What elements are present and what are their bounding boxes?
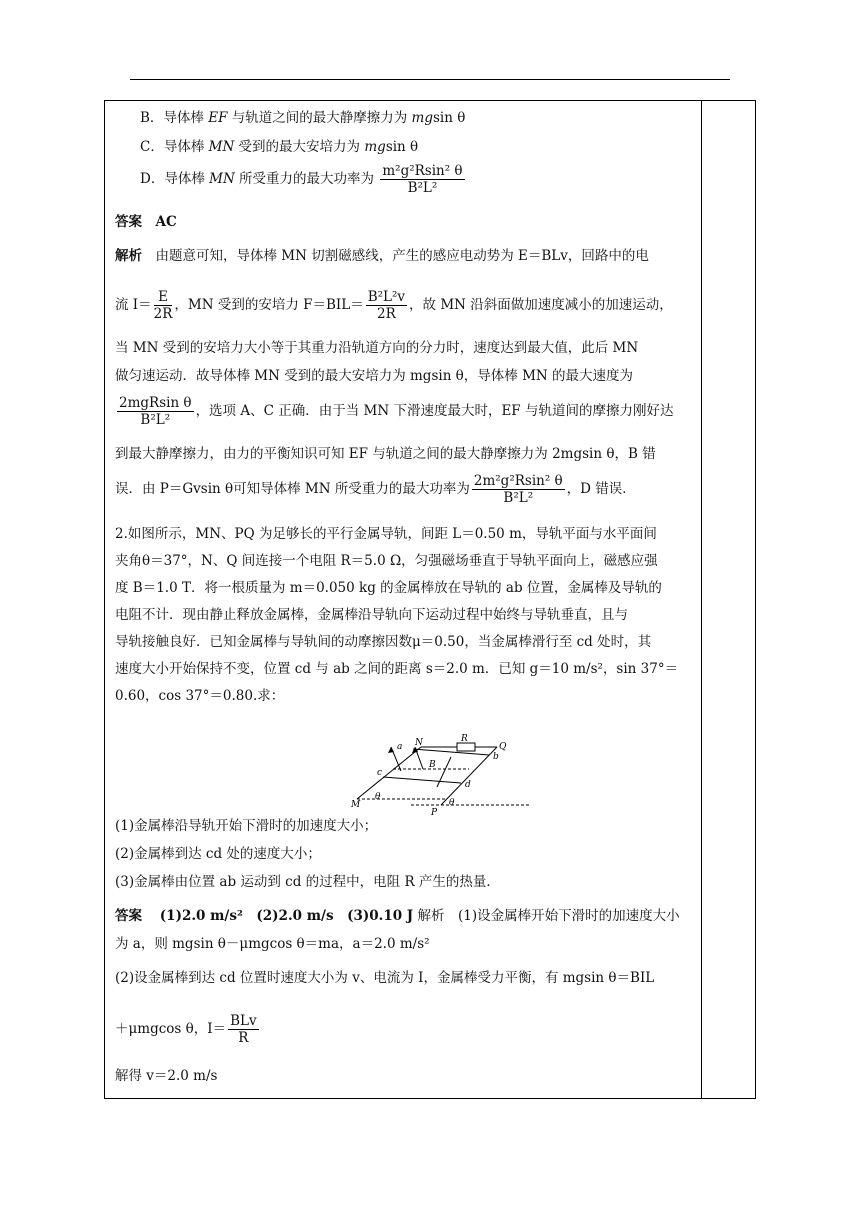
option-b: B．导体棒 EF 与轨道之间的最大静摩擦力为 mgsin θ	[140, 110, 466, 126]
header-rule	[130, 79, 730, 80]
label-a: a	[397, 742, 403, 752]
rail-diagram	[351, 734, 601, 818]
option-c: C．导体棒 MN 受到的最大安培力为 mgsin θ	[140, 139, 419, 155]
label-theta-2: θ	[449, 798, 455, 808]
label-b: b	[493, 752, 499, 762]
answer-1: 答案 AC	[115, 214, 177, 230]
explanation-1-line-1: 解析 由题意可知，导体棒 MN 切割磁感线，产生的感应电动势为 E＝BLv，回路中的电	[115, 248, 649, 264]
sub-question-1: (1)金属棒沿导轨开始下滑时的加速度大小；	[115, 818, 378, 834]
content-table	[104, 100, 756, 1099]
sub-question-3: (3)金属棒由位置 ab 运动到 cd 的过程中，电阻 R 产生的热量．	[115, 874, 500, 890]
resistor-r	[457, 743, 475, 751]
explanation-1-line-3: 当 MN 受到的安培力大小等于其重力沿轨道方向的分力时，速度达到最大值，此后 MN	[115, 340, 639, 356]
question-2-line-3: 度 B＝1.0 T．将一根质量为 m＝0.050 kg 的金属棒放在导轨的 ab 位置，金属棒及导轨的	[115, 580, 662, 596]
label-p: P	[431, 808, 438, 818]
label-theta-1: θ	[375, 792, 381, 802]
label-c: c	[377, 768, 383, 778]
explanation-1-line-5: $\frac{\text{2mgRsin θ}}{\text{B²L²}}$ ，选项 A、C 正确．由于当 MN 下滑速度最大时，EF 与轨道间的摩擦力刚好达	[119, 395, 674, 428]
column-divider	[701, 101, 702, 1098]
label-m: M	[351, 800, 361, 810]
answer-2-line-2: 为 a，则 mgsin θ－μmgcos θ＝ma，a＝2.0 m/s²	[115, 936, 430, 952]
sub-question-2: (2)金属棒到达 cd 处的速度大小；	[115, 846, 321, 862]
label-n: N	[415, 738, 423, 748]
answer-2-line-3: (2)设金属棒到达 cd 位置时速度大小为 v、电流为 I，金属棒受力平衡，有 mgsin θ＝BIL	[115, 970, 655, 986]
explanation-1-line-4: 做匀速运动．故导体棒 MN 受到的最大安培力为 mgsin θ，导体棒 MN 的最大速度为	[115, 368, 634, 384]
label-r: R	[461, 734, 468, 744]
label-q: Q	[499, 742, 507, 752]
question-2-line-4: 电阻不计．现由静止释放金属棒，金属棒沿导轨向下运动过程中始终与导轨垂直，且与	[115, 607, 628, 623]
rod-ab	[413, 749, 489, 755]
rail-mn	[357, 747, 421, 799]
rod-cd	[383, 777, 461, 783]
answer-2-line-1: 答案 (1)2.0 m/s² (2)2.0 m/s (3)0.10 J 解析 (1)设金属棒开始下滑时的加速度大小	[115, 908, 680, 924]
option-d: D．导体棒 MN 所受重力的最大功率为 $\frac{\text{m²g²Rsin² θ}}{\text{B²L²}}$	[140, 163, 463, 196]
label-field-b: B	[429, 760, 436, 770]
question-2-line-2: 夹角θ＝37°，N、Q 间连接一个电阻 R＝5.0 Ω，匀强磁场垂直于导轨平面向上，磁感应强	[115, 553, 658, 569]
label-d: d	[465, 780, 471, 790]
answer-2-line-4: ＋μmgcos θ，I＝ $\frac{\text{BLv}}{R}$	[115, 1013, 257, 1046]
question-2-line-6: 速度大小开始保持不变，位置 cd 与 ab 之间的距离 s＝2.0 m．已知 g＝10 m/s²，sin 37°＝	[115, 661, 679, 677]
explanation-1-line-2: 流 I＝ $\frac{E}{2R}$ ，MN 受到的安培力 F＝BIL＝ $\frac{\text{B²L²v}}{2R}$ ，故 MN 沿斜面做加速度减小的加速运动，	[115, 289, 673, 322]
question-2-line-5: 导轨接触良好．已知金属棒与导轨间的动摩擦因数μ＝0.50，当金属棒滑行至 cd 处时，其	[115, 634, 652, 650]
option-d-fraction: $\frac{\text{m²g²Rsin² θ}}{\text{B²L²}}$	[382, 163, 463, 196]
question-2-line-7: 0.60，cos 37°＝0.80.求：	[115, 688, 285, 704]
answer-2-line-5: 解得 v＝2.0 m/s	[115, 1068, 218, 1084]
rail-pq	[441, 747, 497, 805]
explanation-1-line-6: 到最大静摩擦力，由力的平衡知识可知 EF 与轨道之间的最大静摩擦力为 2mgsin θ，B 错	[115, 446, 656, 462]
question-2-line-1: 2.如图所示，MN、PQ 为足够长的平行金属导轨，间距 L＝0.50 m，导轨平面与水平面间	[115, 526, 657, 542]
explanation-1-line-7: 误．由 P＝Gvsin θ可知导体棒 MN 所受重力的最大功率为 $\frac{\text{2m²g²Rsin² θ}}{\text{B²L²}}$ ，D 错误．	[115, 473, 636, 506]
